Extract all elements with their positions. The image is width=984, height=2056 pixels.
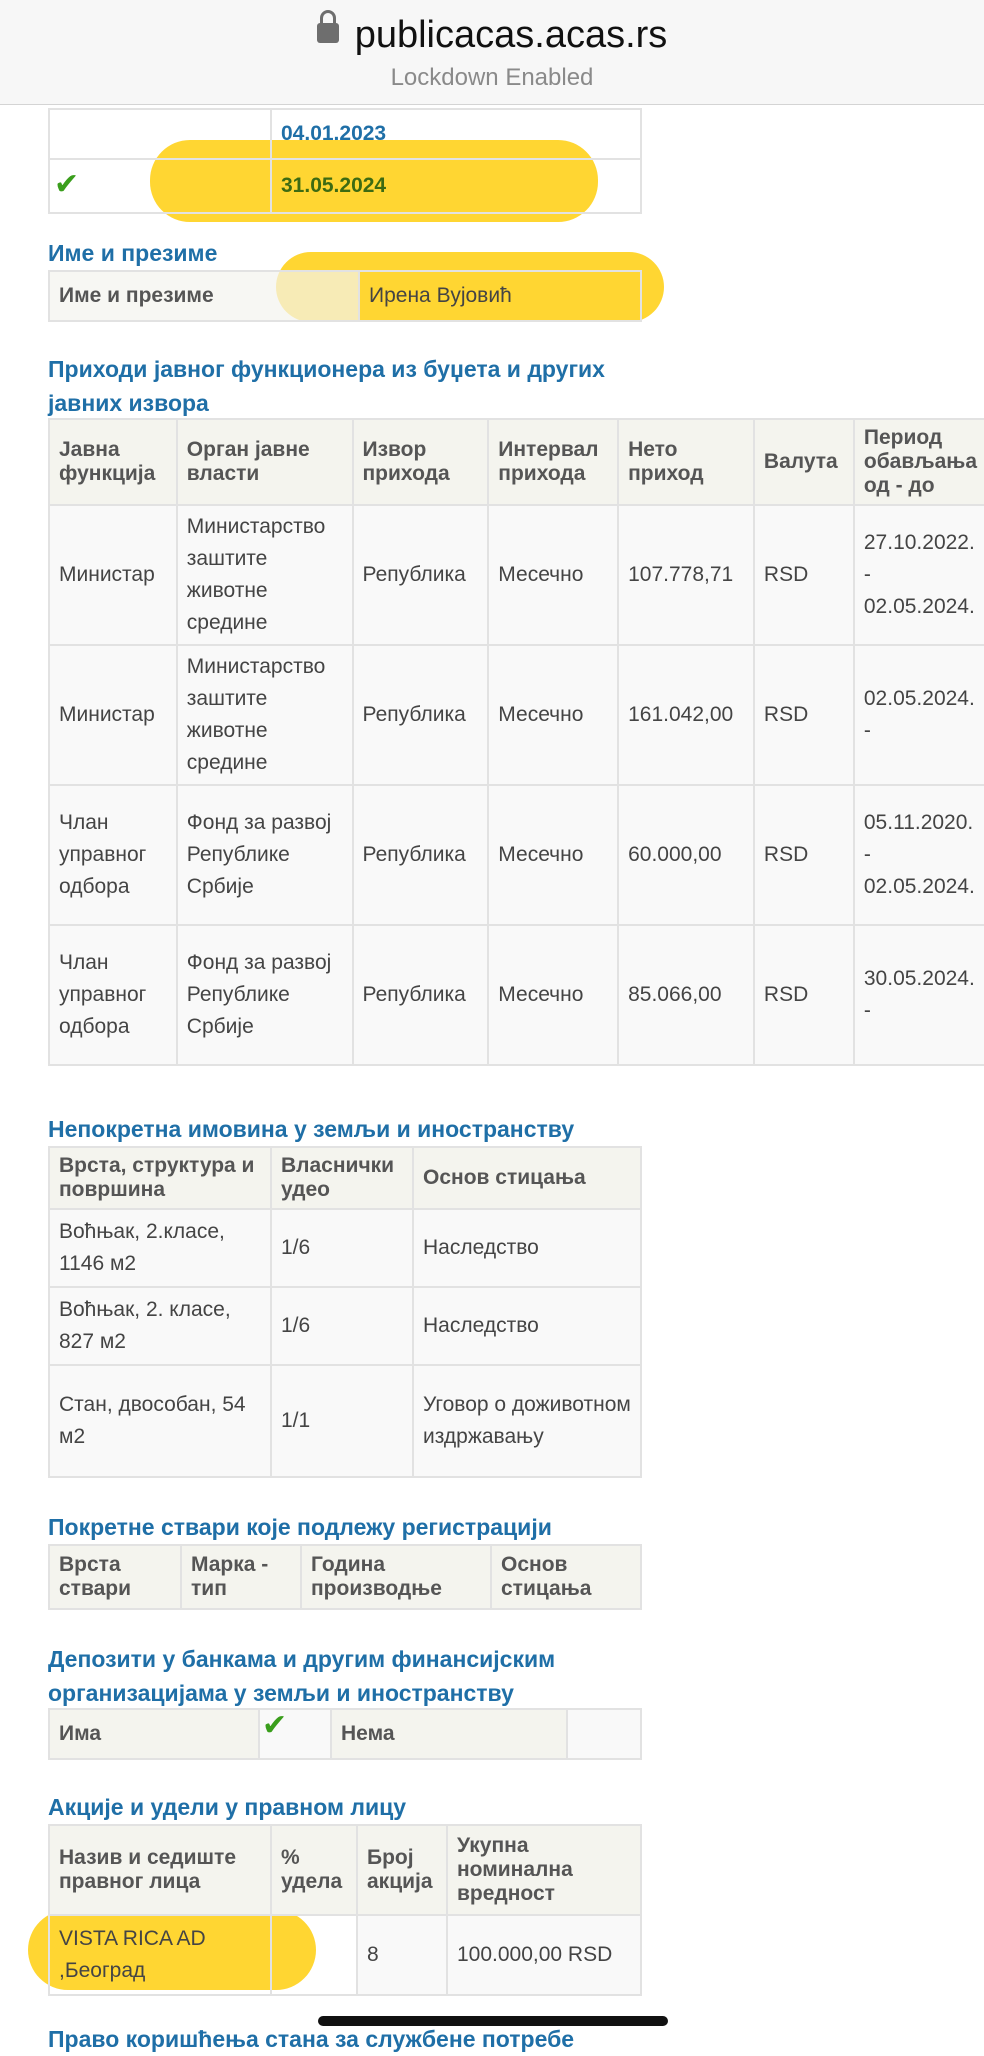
name-value: Ирена Вујовић: [359, 271, 641, 321]
col-header: Основ стицања: [413, 1147, 641, 1209]
cell-function: Члан управног одбора: [49, 925, 177, 1065]
cell-authority: Министарство заштите животне средине: [177, 505, 353, 645]
deposits-none-label: Нема: [331, 1709, 567, 1759]
cell-type: Воћњак, 2.класе, 1146 м2: [49, 1209, 271, 1287]
cell-type: Воћњак, 2. класе, 827 м2: [49, 1287, 271, 1365]
cell-type: Стан, двособан, 54 м2: [49, 1365, 271, 1477]
table-row: [49, 925, 984, 1065]
cell-amount: 85.066,00: [618, 925, 754, 1065]
col-header: Јавна функција: [49, 419, 177, 505]
col-header: Валута: [754, 419, 854, 505]
shares-section-title: Акције и удели у правном лицу: [48, 1794, 407, 1820]
col-header: Година производње: [301, 1545, 491, 1609]
cell-currency: RSD: [754, 925, 854, 1065]
table-row: [49, 159, 641, 213]
url-display[interactable]: [0, 14, 984, 57]
cell-basis: Уговор о доживотном издржавању: [413, 1365, 641, 1477]
check-cell: [49, 159, 271, 213]
movables-section-title: Покретне ствари које подлежу регистрацији: [48, 1514, 552, 1540]
shares-table: [48, 1824, 642, 1996]
table-row: [49, 271, 641, 321]
dates-table: [48, 108, 642, 214]
next-section-title: Право коришћења стана за службене потребе: [48, 2026, 575, 2052]
cell-function: Члан управног одбора: [49, 785, 177, 925]
table-header-row: [49, 419, 984, 505]
col-header: Врста ствари: [49, 1545, 181, 1609]
table-header-row: [49, 1147, 641, 1209]
col-header: Основ стицања: [491, 1545, 641, 1609]
date-second: 31.05.2024: [271, 159, 641, 213]
col-header: Период обављања од - до: [854, 419, 984, 505]
realestate-table: [48, 1146, 642, 1478]
table-row: [49, 645, 984, 785]
cell-function: Министар: [49, 645, 177, 785]
table-row: [49, 109, 641, 159]
cell-interval: Месечно: [488, 785, 618, 925]
table-header-row: [49, 1545, 641, 1609]
cell-authority: Министарство заштите животне средине: [177, 645, 353, 785]
cell-source: Република: [353, 925, 489, 1065]
table-row: [49, 1287, 641, 1365]
lock-icon: [317, 23, 339, 43]
table-row: [49, 1915, 641, 1995]
cell-share: 1/6: [271, 1287, 413, 1365]
cell-period: 27.10.2022. - 02.05.2024.: [854, 505, 984, 645]
income-section-title: Приходи јавног функционера из буџета и других јавних извора: [48, 356, 605, 416]
cell-basis: Наследство: [413, 1287, 641, 1365]
cell-count: 8: [357, 1915, 447, 1995]
table-row: [49, 785, 984, 925]
col-header: Интервал прихода: [488, 419, 618, 505]
realestate-section-title: Непокретна имовина у земљи и иностранству: [48, 1116, 575, 1142]
home-indicator[interactable]: [318, 2016, 668, 2026]
cell-period: 05.11.2020. - 02.05.2024.: [854, 785, 984, 925]
cell-interval: Месечно: [488, 505, 618, 645]
cell-function: Министар: [49, 505, 177, 645]
deposits-has-value: [259, 1709, 331, 1759]
table-header-row: [49, 1825, 641, 1915]
table-row: [49, 505, 984, 645]
checkmark-icon: ✔: [54, 167, 80, 201]
col-header: Власнички удео: [271, 1147, 413, 1209]
cell-basis: Наследство: [413, 1209, 641, 1287]
col-header: Марка - тип: [181, 1545, 301, 1609]
date-first: 04.01.2023: [271, 109, 641, 159]
col-header: Орган јавне власти: [177, 419, 353, 505]
cell-percent: [271, 1915, 357, 1995]
cell-source: Република: [353, 505, 489, 645]
browser-address-bar: [0, 0, 984, 105]
table-row: [49, 1365, 641, 1477]
cell-amount: 107.778,71: [618, 505, 754, 645]
cell-share: 1/1: [271, 1365, 413, 1477]
deposits-none-value: [567, 1709, 641, 1759]
url-text: publicacas.acas.rs: [354, 14, 668, 56]
table-row: [49, 1209, 641, 1287]
col-header: Врста, структура и површина: [49, 1147, 271, 1209]
cell-authority: Фонд за развој Републике Србије: [177, 925, 353, 1065]
checkmark-icon: ✔: [262, 1709, 288, 1742]
col-header: Укупна номинална вредност: [447, 1825, 641, 1915]
name-section-title: Име и презиме: [48, 240, 218, 266]
cell-interval: Месечно: [488, 925, 618, 1065]
col-header: % удела: [271, 1825, 357, 1915]
cell-source: Република: [353, 645, 489, 785]
cell-source: Република: [353, 785, 489, 925]
cell-period: 02.05.2024. -: [854, 645, 984, 785]
cell-authority: Фонд за развој Републике Србије: [177, 785, 353, 925]
col-header: Број акција: [357, 1825, 447, 1915]
name-table: [48, 270, 642, 322]
cell-currency: RSD: [754, 505, 854, 645]
cell-interval: Месечно: [488, 645, 618, 785]
cell-period: 30.05.2024. -: [854, 925, 984, 1065]
name-label: Име и презиме: [49, 271, 359, 321]
deposits-table: [48, 1708, 642, 1760]
cell-share: 1/6: [271, 1209, 413, 1287]
cell-amount: 60.000,00: [618, 785, 754, 925]
table-row: [49, 1709, 641, 1759]
cell-value: 100.000,00 RSD: [447, 1915, 641, 1995]
col-header: Назив и седиште правног лица: [49, 1825, 271, 1915]
col-header: Извор прихода: [353, 419, 489, 505]
income-table: [48, 418, 984, 1066]
movables-table: [48, 1544, 642, 1610]
cell-amount: 161.042,00: [618, 645, 754, 785]
deposits-has-label: Има: [49, 1709, 259, 1759]
deposits-section-title: Депозити у банкама и другим финансијским организацијама у земљи и иностранству: [48, 1646, 556, 1706]
cell-entity: VISTA RICA AD ,Београд: [49, 1915, 271, 1995]
col-header: Нето приход: [618, 419, 754, 505]
cell-currency: RSD: [754, 645, 854, 785]
lockdown-status: Lockdown Enabled: [390, 64, 594, 91]
cell-currency: RSD: [754, 785, 854, 925]
